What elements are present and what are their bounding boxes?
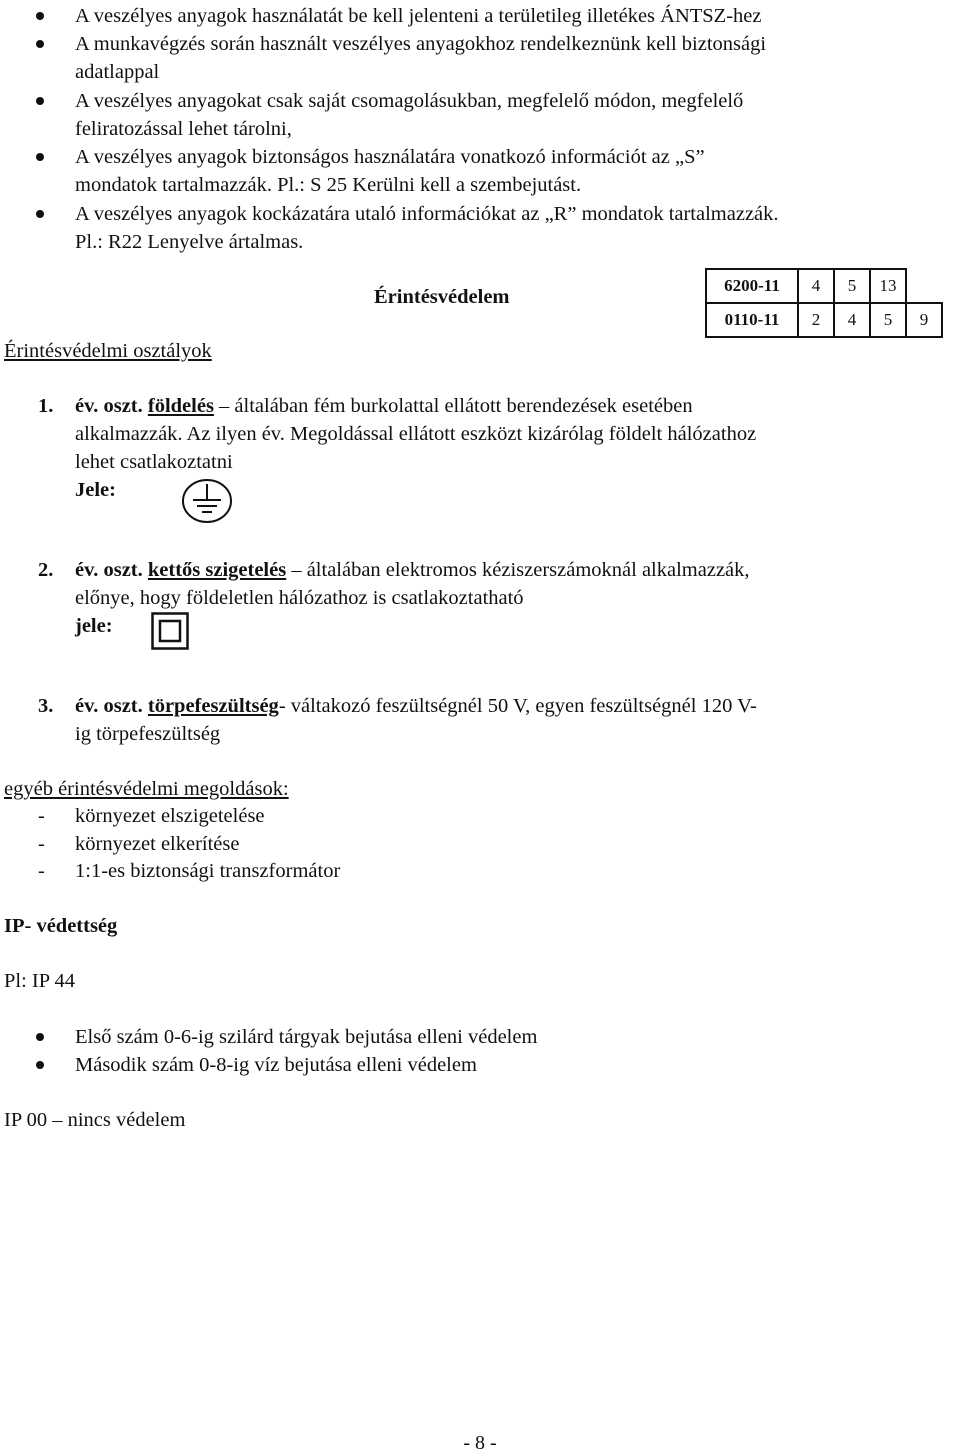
- class-prefix: év. oszt.: [75, 395, 143, 417]
- section-heading: Érintésvédelem: [374, 286, 510, 308]
- code-table: [705, 268, 943, 338]
- symbol-label: Jele:: [75, 479, 116, 501]
- class-number: 1.: [38, 395, 54, 417]
- double-insulation-icon: [151, 612, 189, 650]
- class2-line2: előnye, hogy földeletlen hálózathoz is csatlakoztatható: [75, 587, 524, 609]
- page-number: - 8 -: [463, 1432, 497, 1454]
- bullet-dot: [36, 40, 44, 48]
- table-cell: 5: [870, 303, 906, 337]
- bullet-dot: [36, 210, 44, 218]
- ip-example: Pl: IP 44: [4, 970, 76, 992]
- class-text: – általában fém burkolattal ellátott berendezések esetében: [219, 395, 693, 417]
- class-prefix: év. oszt.: [75, 559, 143, 581]
- list-item: 1:1-es biztonsági transzformátor: [75, 860, 341, 882]
- bullet-dot: [36, 97, 44, 105]
- class3-line2: ig törpefeszültség: [75, 723, 221, 745]
- list-item: A munkavégzés során használt veszélyes anyagokhoz rendelkeznünk kell biztonsági: [75, 33, 767, 55]
- table-cell: 5: [834, 269, 870, 303]
- list-item-cont: mondatok tartalmazzák. Pl.: S 25 Kerülni kell a szembejutást.: [75, 174, 582, 196]
- subsection-heading: Érintésvédelmi osztályok: [4, 340, 212, 362]
- ip-none: IP 00 – nincs védelem: [4, 1109, 186, 1131]
- list-item: A veszélyes anyagok kockázatára utaló információkat az „R” mondatok tartalmazzák.: [75, 203, 779, 225]
- bullet-dot: [36, 1061, 44, 1069]
- bullet-dot: [36, 153, 44, 161]
- class1-line2: alkalmazzák. Az ilyen év. Megoldással ellátott eszközt kizárólag földelt hálózathoz: [75, 423, 757, 445]
- dash: -: [38, 805, 45, 827]
- list-item: A veszélyes anyagokat csak saját csomagolásukban, megfelelő módon, megfelelő: [75, 90, 744, 112]
- list-item: Második szám 0-8-ig víz bejutása elleni védelem: [75, 1054, 477, 1076]
- class-title: földelés: [147, 395, 214, 417]
- class3-line1: [75, 692, 757, 720]
- list-item: A veszélyes anyagok biztonságos használatára vonatkozó információt az „S”: [75, 146, 705, 168]
- table-cell: 13: [870, 269, 906, 303]
- table-cell-code: 6200-11: [706, 269, 798, 303]
- class1-line1: [75, 392, 693, 420]
- class1-line3: lehet csatlakoztatni: [75, 451, 233, 473]
- table-cell: 4: [834, 303, 870, 337]
- bullet-dot: [36, 1033, 44, 1041]
- table-cell: 9: [906, 303, 942, 337]
- dash: -: [38, 860, 45, 882]
- table-row: [706, 269, 942, 303]
- list-item-cont: adatlappal: [75, 61, 160, 83]
- table-cell-code: 0110-11: [706, 303, 798, 337]
- class2-line1: [75, 556, 750, 584]
- list-item: környezet elszigetelése: [75, 805, 265, 827]
- class-text: – általában elektromos kéziszerszámoknál alkalmazzák,: [291, 559, 750, 581]
- table-cell: 2: [798, 303, 834, 337]
- ip-heading: IP- védettség: [4, 915, 118, 937]
- list-item: környezet elkerítése: [75, 833, 240, 855]
- table-cell: 4: [798, 269, 834, 303]
- list-item: Első szám 0-6-ig szilárd tárgyak bejutása elleni védelem: [75, 1026, 538, 1048]
- class-title: kettős szigetelés: [147, 559, 287, 581]
- bullet-dot: [36, 12, 44, 20]
- class-number: 3.: [38, 695, 54, 717]
- dash: -: [38, 833, 45, 855]
- ground-symbol-icon: [181, 478, 233, 524]
- table-cell-empty: [906, 269, 942, 303]
- list-item-cont: Pl.: R22 Lenyelve ártalmas.: [75, 231, 304, 253]
- class-number: 2.: [38, 559, 54, 581]
- other-solutions-heading: egyéb érintésvédelmi megoldások:: [4, 778, 289, 800]
- list-item-cont: feliratozással lehet tárolni,: [75, 118, 292, 140]
- list-item: A veszélyes anyagok használatát be kell jelenteni a területileg illetékes ÁNTSZ-hez: [75, 5, 762, 27]
- class-text: - váltakozó feszültségnél 50 V, egyen feszültségnél 120 V-: [278, 695, 757, 717]
- table-row: [706, 303, 942, 337]
- class-prefix: év. oszt.: [75, 695, 143, 717]
- class-title: törpefeszültség: [147, 695, 279, 717]
- symbol-label: jele:: [75, 615, 113, 637]
